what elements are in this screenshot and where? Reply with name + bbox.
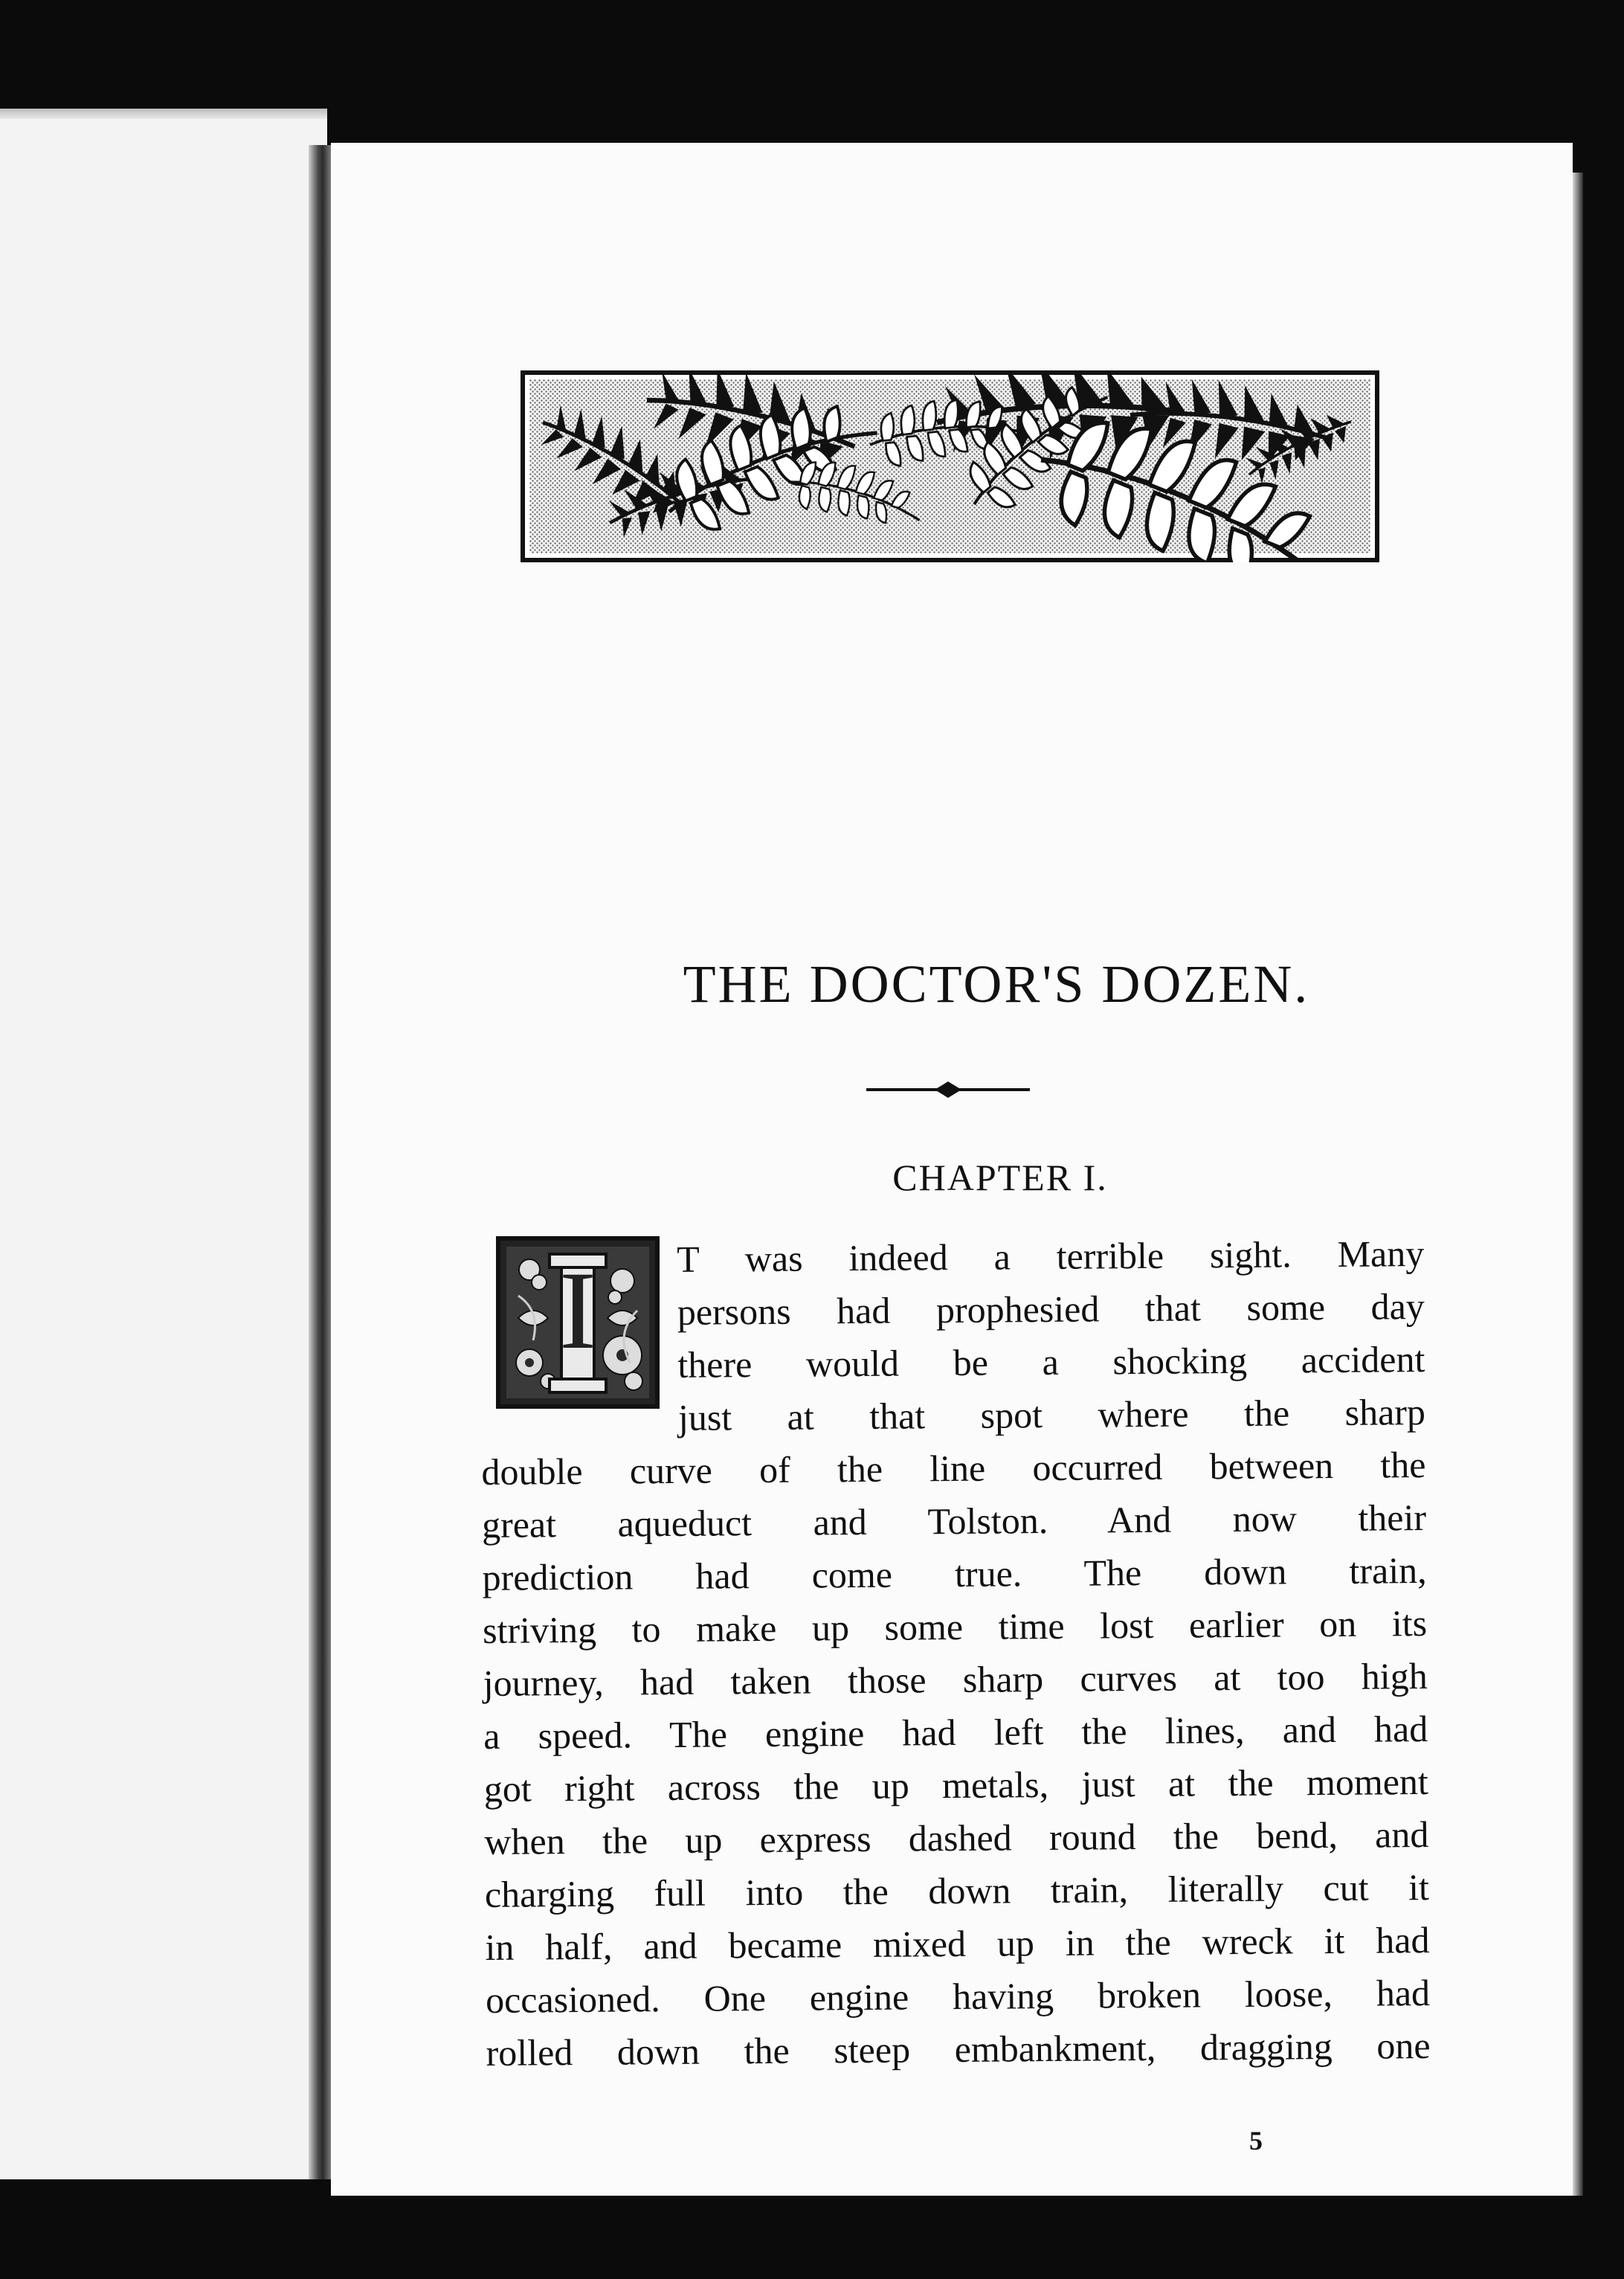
dropcap-letter: I <box>559 1249 596 1372</box>
fern-headpiece-ornament <box>521 370 1379 562</box>
text-line: in half, and became mixed up in the wreck it had <box>485 1918 1430 1968</box>
text-line: occasioned. One engine having broken loose, had <box>485 1971 1431 2021</box>
book-gutter <box>309 145 332 2179</box>
chapter-heading: CHAPTER I. <box>892 1157 1108 1198</box>
left-page-edge <box>0 109 327 119</box>
text-line: there would be a shocking accident <box>677 1338 1425 1386</box>
body-text <box>480 1227 1431 2080</box>
text-line: got right across the up metals, just at the moment <box>483 1761 1429 1810</box>
text-line: persons had prophesied that some day <box>677 1285 1425 1333</box>
text-line: just at that spot where the sharp <box>677 1391 1426 1439</box>
text-line: prediction had come true. The down train, <box>482 1549 1427 1598</box>
text-line: when the up express dashed round the bend, and <box>484 1813 1429 1862</box>
right-page <box>331 143 1573 2196</box>
text-line: T was indeed a terrible sight. Many <box>677 1232 1425 1280</box>
text-line: double curve of the line occurred between the <box>481 1444 1426 1493</box>
book-title: THE DOCTOR'S DOZEN. <box>683 954 1310 1014</box>
text-line: a speed. The engine had left the lines, and had <box>483 1708 1428 1757</box>
text-line: journey, had taken those sharp curves at too high <box>483 1655 1428 1704</box>
text-line: charging full into the down train, literally cut it <box>484 1865 1430 1915</box>
text-line: great aqueduct and Tolston. And now their <box>481 1497 1427 1546</box>
left-page <box>0 119 327 2179</box>
page-number: 5 <box>1249 2126 1263 2156</box>
diamond-rule-ornament <box>866 1079 1030 1101</box>
text-line: striving to make up some time lost earlier on its <box>482 1602 1428 1651</box>
text-line: rolled down the steep embankment, dragging one <box>486 2024 1431 2074</box>
right-page-edge <box>1573 173 1583 2196</box>
